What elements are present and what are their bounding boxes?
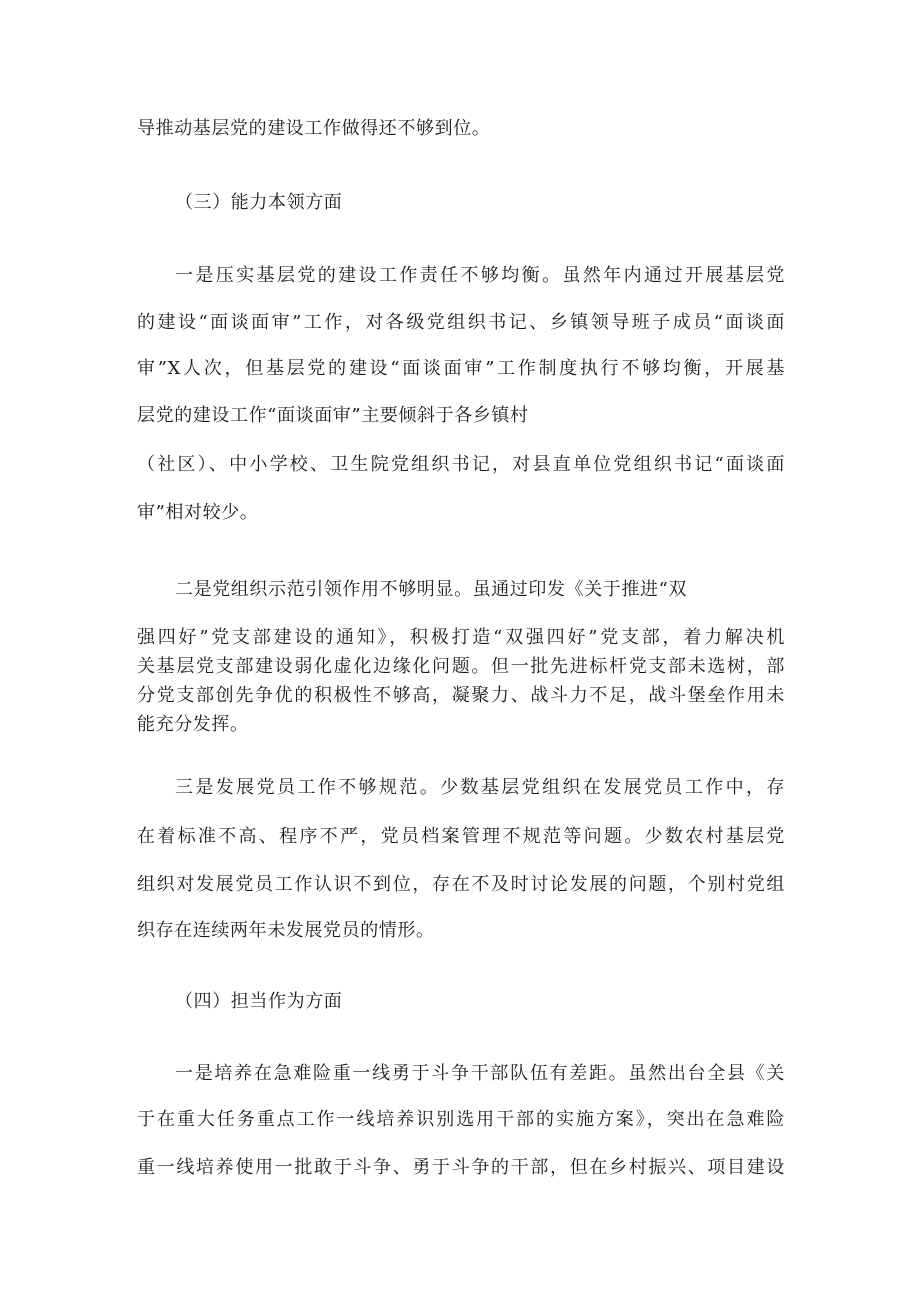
paragraph-line: 强四好”党支部建设的通知》，积极打造“双强四好”党支部，着力解决机 <box>137 627 785 648</box>
paragraph-line: （社区）、中小学校、卫生院党组织书记，对县直单位党组织书记“面谈面 <box>137 454 785 475</box>
paragraph-line: 在着标准不高、程序不严，党员档案管理不规范等问题。少数农村基层党 <box>137 826 785 847</box>
paragraph-line: 于在重大任务重点工作一线培养识别选用干部的实施方案》，突出在急难险 <box>137 1109 785 1130</box>
paragraph-line: 的建设“面谈面审”工作，对各级党组织书记、乡镇领导班子成员“面谈面 <box>137 312 785 333</box>
paragraph-line: 能充分发挥。 <box>137 714 249 735</box>
paragraph-line: 层党的建设工作“面谈面审”主要倾斜于各乡镇村 <box>137 405 529 426</box>
paragraph-line: 关基层党支部建设弱化虚化边缘化问题。但一批先进标杆党支部未选树，部 <box>137 656 785 677</box>
paragraph-line: 重一线培养使用一批敢于斗争、勇于斗争的干部，但在乡村振兴、项目建设 <box>137 1157 785 1178</box>
paragraph-line: 一是培养在急难险重一线勇于斗争干部队伍有差距。虽然出台全县《关 <box>175 1063 785 1084</box>
section-heading-3: （三）能力本领方面 <box>175 192 343 213</box>
paragraph-line: 分党支部创先争优的积极性不够高，凝聚力、战斗力不足，战斗堡垒作用未 <box>137 685 785 706</box>
paragraph-fragment: 导推动基层党的建设工作做得还不够到位。 <box>137 118 491 139</box>
paragraph-line: 审”X人次，但基层党的建设“面谈面审”工作制度执行不够均衡，开展基 <box>137 358 785 379</box>
paragraph-line: 组织对发展党员工作认识不到位，存在不及时讨论发展的问题，个别村党组 <box>137 874 785 895</box>
paragraph-line: 二是党组织示范引领作用不够明显。虽通过印发《关于推进“双 <box>175 579 687 600</box>
paragraph-line: 一是压实基层党的建设工作责任不够均衡。虽然年内通过开展基层党 <box>175 265 785 286</box>
paragraph-line: 三是发展党员工作不够规范。少数基层党组织在发展党员工作中，存 <box>175 777 785 798</box>
paragraph-line: 审”相对较少。 <box>137 502 259 523</box>
paragraph-line: 织存在连续两年未发展党员的情形。 <box>137 920 435 941</box>
section-heading-4: （四）担当作为方面 <box>175 991 343 1012</box>
